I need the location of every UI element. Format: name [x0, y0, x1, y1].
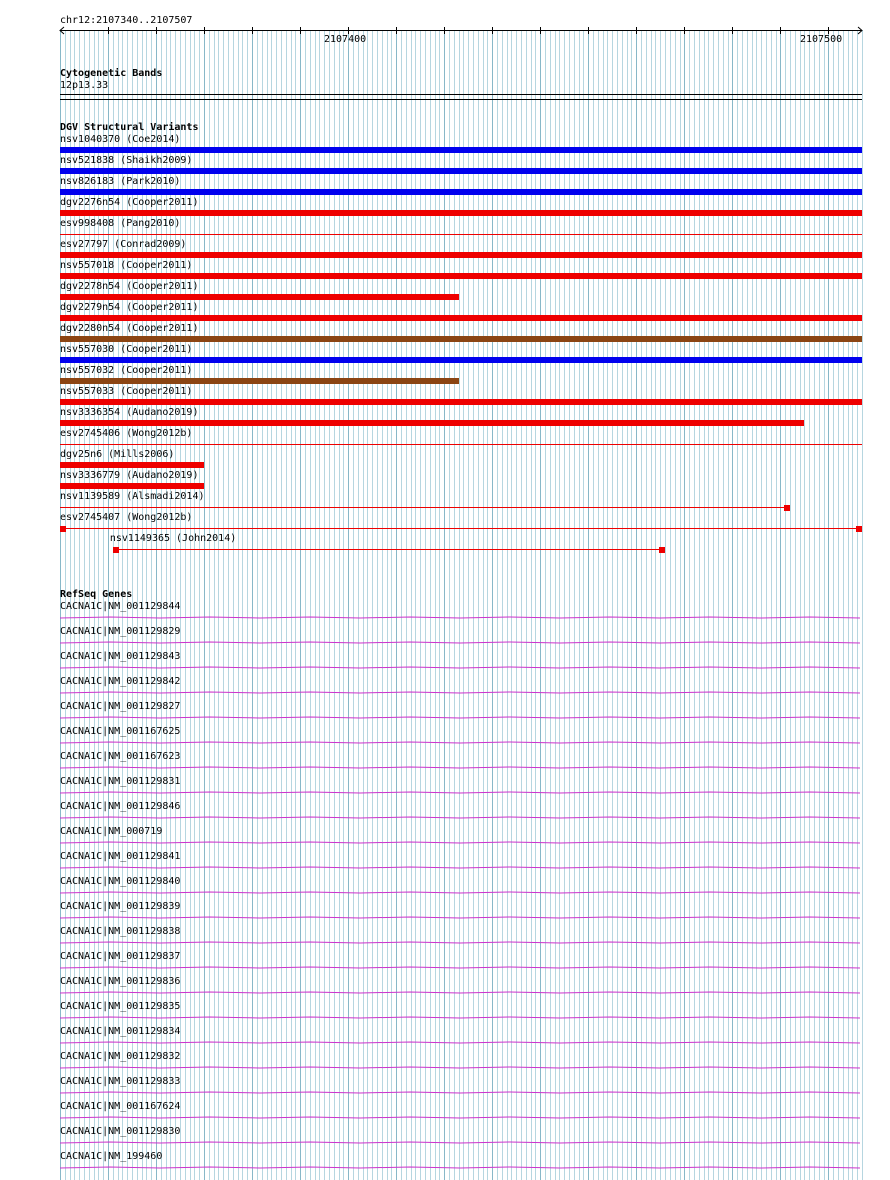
gene-label[interactable]: CACNA1C|NM_001129839 [60, 901, 181, 912]
ruler-tick-label: 2107500 [800, 34, 843, 45]
gene-label[interactable]: CACNA1C|NM_001129833 [60, 1076, 181, 1087]
gene-label[interactable]: CACNA1C|NM_001129832 [60, 1051, 181, 1062]
variant-label[interactable]: nsv557032 (Cooper2011) [60, 365, 193, 376]
gene-intron-line[interactable] [60, 612, 860, 622]
variant-endpoint[interactable] [113, 547, 119, 553]
gene-label[interactable]: CACNA1C|NM_001129835 [60, 1001, 181, 1012]
variant-label[interactable]: nsv521838 (Shaikh2009) [60, 155, 193, 166]
gene-intron-line[interactable] [60, 962, 860, 972]
variant-bar[interactable] [60, 357, 862, 363]
gene-intron-line[interactable] [60, 1162, 860, 1172]
variant-line[interactable] [60, 528, 862, 529]
variant-bar[interactable] [60, 189, 862, 195]
gene-intron-line[interactable] [60, 687, 860, 697]
gene-intron-line[interactable] [60, 837, 860, 847]
variant-label[interactable]: nsv557018 (Cooper2011) [60, 260, 193, 271]
gene-intron-line[interactable] [60, 762, 860, 772]
ruler-arrow [60, 27, 64, 34]
gene-intron-line[interactable] [60, 1087, 860, 1097]
variant-bar[interactable] [60, 210, 862, 216]
variant-endpoint[interactable] [60, 526, 66, 532]
gene-label[interactable]: CACNA1C|NM_001129836 [60, 976, 181, 987]
gene-label[interactable]: CACNA1C|NM_001129842 [60, 676, 181, 687]
variant-label[interactable]: nsv1040370 (Coe2014) [60, 134, 181, 145]
variant-label[interactable]: nsv826183 (Park2010) [60, 176, 181, 187]
gene-intron-line[interactable] [60, 1037, 860, 1047]
variant-bar[interactable] [60, 273, 862, 279]
ruler-arrow [858, 27, 862, 34]
gene-intron-line[interactable] [60, 1112, 860, 1122]
gene-label[interactable]: CACNA1C|NM_001129831 [60, 776, 181, 787]
variant-bar[interactable] [60, 294, 459, 300]
gene-intron-line[interactable] [60, 862, 860, 872]
variant-label[interactable]: nsv557033 (Cooper2011) [60, 386, 193, 397]
gene-label[interactable]: CACNA1C|NM_001129834 [60, 1026, 181, 1037]
variant-bar[interactable] [60, 399, 862, 405]
variant-bar[interactable] [60, 420, 804, 426]
gene-intron-line[interactable] [60, 987, 860, 997]
gene-intron-line[interactable] [60, 1062, 860, 1072]
variant-label[interactable]: dgv2280n54 (Cooper2011) [60, 323, 199, 334]
variant-bar[interactable] [60, 147, 862, 153]
gene-label[interactable]: CACNA1C|NM_001129830 [60, 1126, 181, 1137]
gene-label[interactable]: CACNA1C|NM_001129837 [60, 951, 181, 962]
variant-bar[interactable] [60, 252, 862, 258]
variant-label[interactable]: dgv2279n54 (Cooper2011) [60, 302, 199, 313]
variant-bar[interactable] [60, 378, 459, 384]
variant-endpoint[interactable] [784, 505, 790, 511]
variant-label[interactable]: dgv2276n54 (Cooper2011) [60, 197, 199, 208]
gene-label[interactable]: CACNA1C|NM_001129843 [60, 651, 181, 662]
cytoband-track-title: Cytogenetic Bands [60, 68, 163, 79]
gene-intron-line[interactable] [60, 712, 860, 722]
gene-label[interactable]: CACNA1C|NM_001167623 [60, 751, 181, 762]
gene-label[interactable]: CACNA1C|NM_001129844 [60, 601, 181, 612]
variant-label[interactable]: dgv2278n54 (Cooper2011) [60, 281, 199, 292]
gene-intron-line[interactable] [60, 737, 860, 747]
variant-label[interactable]: nsv1139589 (Alsmadi2014) [60, 491, 205, 502]
cytoband-line [60, 94, 862, 95]
gene-intron-line[interactable] [60, 937, 860, 947]
gene-intron-line[interactable] [60, 887, 860, 897]
gene-label[interactable]: CACNA1C|NM_001129841 [60, 851, 181, 862]
gene-intron-line[interactable] [60, 912, 860, 922]
variant-line[interactable] [60, 234, 862, 235]
gene-label[interactable]: CACNA1C|NM_001129846 [60, 801, 181, 812]
variant-line[interactable] [60, 444, 862, 445]
gene-intron-line[interactable] [60, 1012, 860, 1022]
gene-label[interactable]: CACNA1C|NM_001129827 [60, 701, 181, 712]
dgv-track-title: DGV Structural Variants [60, 122, 199, 133]
gene-intron-line[interactable] [60, 1137, 860, 1147]
variant-endpoint[interactable] [856, 526, 862, 532]
cytoband-label[interactable]: 12p13.33 [60, 80, 109, 91]
variant-line[interactable] [113, 549, 665, 550]
gene-label[interactable]: CACNA1C|NM_199460 [60, 1151, 163, 1162]
gene-label[interactable]: CACNA1C|NM_000719 [60, 826, 163, 837]
variant-label[interactable]: esv2745407 (Wong2012b) [60, 512, 193, 523]
gene-label[interactable]: CACNA1C|NM_001167624 [60, 1101, 181, 1112]
variant-bar[interactable] [60, 315, 862, 321]
cytoband-line [60, 99, 862, 100]
variant-label[interactable]: nsv3336779 (Audano2019) [60, 470, 199, 481]
gene-label[interactable]: CACNA1C|NM_001167625 [60, 726, 181, 737]
variant-label[interactable]: nsv1149365 (John2014) [109, 533, 237, 544]
variant-bar[interactable] [60, 462, 204, 468]
gene-label[interactable]: CACNA1C|NM_001129838 [60, 926, 181, 937]
variant-label[interactable]: dgv25n6 (Mills2006) [60, 449, 175, 460]
variant-endpoint[interactable] [659, 547, 665, 553]
gene-intron-line[interactable] [60, 787, 860, 797]
variant-label[interactable]: esv27797 (Conrad2009) [60, 239, 187, 250]
variant-label[interactable]: esv2745406 (Wong2012b) [60, 428, 193, 439]
variant-label[interactable]: esv998408 (Pang2010) [60, 218, 181, 229]
variant-label[interactable]: nsv557030 (Cooper2011) [60, 344, 193, 355]
ruler-tick-label: 2107400 [324, 34, 367, 45]
gene-label[interactable]: CACNA1C|NM_001129829 [60, 626, 181, 637]
gene-intron-line[interactable] [60, 637, 860, 647]
variant-line[interactable] [60, 507, 790, 508]
gene-intron-line[interactable] [60, 812, 860, 822]
gene-label[interactable]: CACNA1C|NM_001129840 [60, 876, 181, 887]
variant-bar[interactable] [60, 336, 862, 342]
variant-bar[interactable] [60, 483, 204, 489]
gene-intron-line[interactable] [60, 662, 860, 672]
refseq-track-title: RefSeq Genes [60, 589, 133, 600]
variant-label[interactable]: nsv3336354 (Audano2019) [60, 407, 199, 418]
range-label: chr12:2107340..2107507 [60, 15, 193, 26]
variant-bar[interactable] [60, 168, 862, 174]
